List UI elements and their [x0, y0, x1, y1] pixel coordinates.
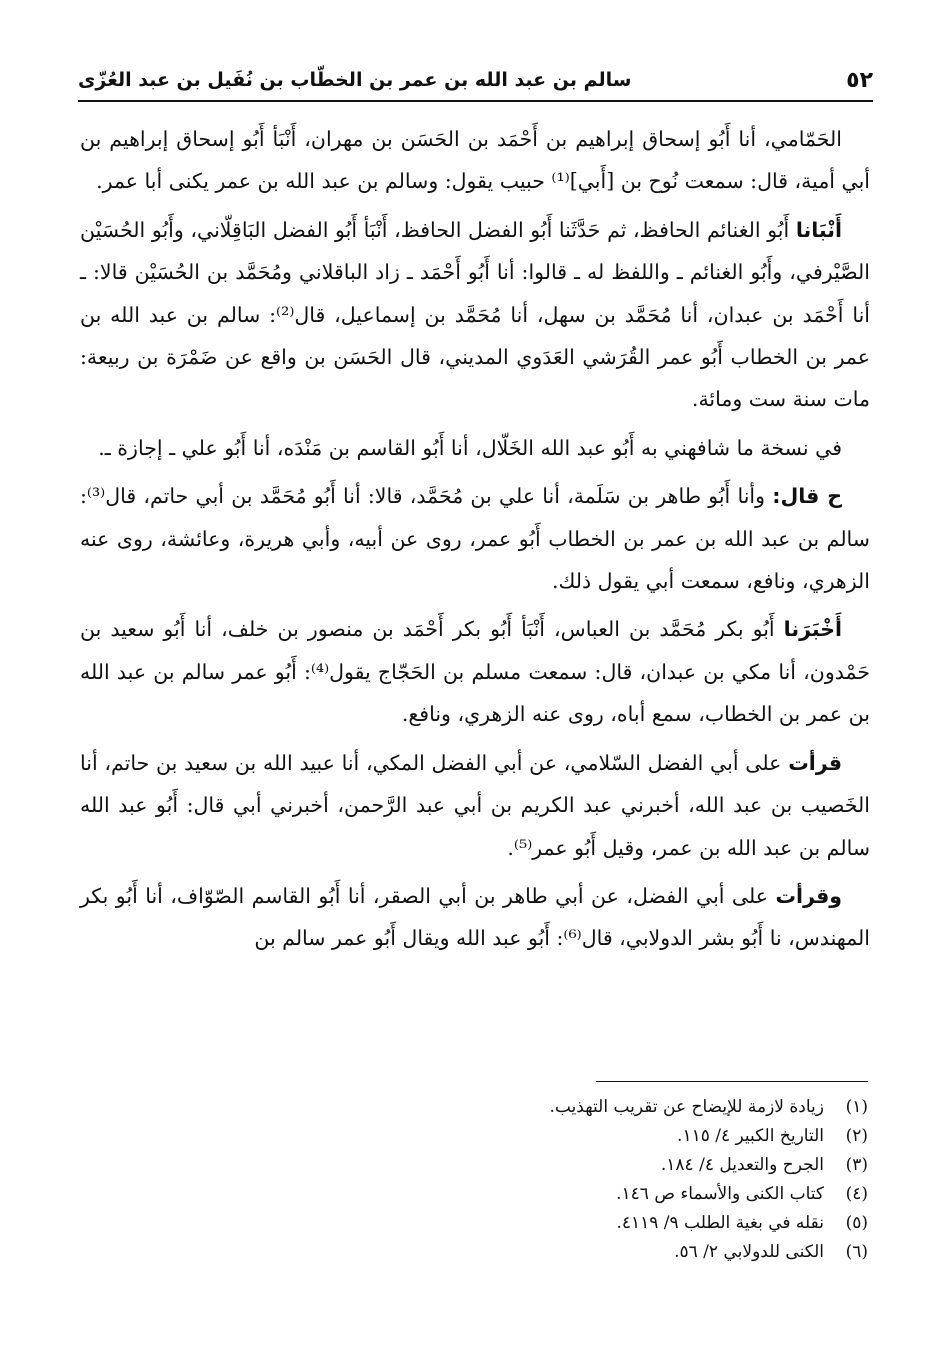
footnote: [80, 1238, 868, 1267]
paragraph-text: وأنا أَبُو طاهر بن سَلَمة، أنا علي بن مُحَمَّد، قالا: أنا أَبُو مُحَمَّد بن أبي حاتم، قال⁽³⁾: سالم بن عبد الله بن عمر بن الخطاب أَبُو عمر، روى عن أبيه، وأبي هريرة، وعائشة، روى عنه الزهري، ونافع، سمعت أبي يقول ذلك.: [80, 484, 870, 594]
footnote-text: الجرح والتعديل ٤/ ١٨٤.: [660, 1155, 824, 1175]
paragraph: [80, 427, 870, 469]
paragraph-lead: ح قال:: [772, 484, 842, 509]
paragraph-lead: أَنْبَانا: [795, 217, 842, 242]
footnote-number: (٤): [845, 1184, 868, 1204]
footnote: [80, 1209, 868, 1238]
footnote: [80, 1151, 868, 1180]
paragraph: [80, 118, 870, 203]
page-header: [78, 60, 873, 102]
footnote: [80, 1122, 868, 1151]
paragraph: [80, 875, 870, 960]
paragraph-text: أَبُو الغنائم الحافظ، ثم حَدَّثَنا أَبُو الفضل الحافظ، أَنْبَأ أَبُو الفضل البَاقِلّاني، وأَبُو الحُسَيْن الصَّيْرفي، وأَبُو الغنائم ـ واللفظ له ـ قالوا: أنا أَبُو أَحْمَد ـ زاد الباقلاني ومُحَمَّد بن الحُسَيْن قالا: ـ أنا أَحْمَد بن عبدان، أنا مُحَمَّد بن سهل، أنا مُحَمَّد بن إسماعيل، قال⁽²⁾: سالم بن عبد الله بن عمر بن الخطاب أَبُو عمر القُرَشي العَدَوي المديني، قال الحَسَن بن واقع عن ضَمْرَة بن ربيعة: مات سنة ست ومائة.: [80, 217, 870, 412]
page-number: ٥٢: [846, 67, 873, 93]
footnote-text: زيادة لازمة للإيضاح عن تقريب التهذيب.: [549, 1097, 824, 1117]
paragraph-text: الحَمّامي، أنا أَبُو إسحاق إبراهيم بن أَحْمَد بن الحَسَن بن مهران، أَنْبَأ أَبُو إسحاق إبراهيم بن أبي أمية، قال: سمعت نُوح بن [أَبي]⁽¹⁾ حبيب يقول: وسالم بن عبد الله بن عمر يكنى أبا عمر.: [80, 127, 870, 194]
footnote: [80, 1093, 868, 1122]
footnote-text: كتاب الكنى والأسماء ص ١٤٦.: [616, 1184, 824, 1204]
footnote-number: (٦): [845, 1242, 868, 1262]
paragraph: [80, 475, 870, 602]
paragraph-text: في نسخة ما شافهني به أَبُو عبد الله الخَلّال، أنا أَبُو القاسم بن مَنْدَه، أنا أَبُو علي ـ إجازة ـ.: [98, 435, 842, 460]
main-text: [80, 118, 870, 966]
paragraph-lead: قرأت: [788, 750, 842, 775]
paragraph: [80, 608, 870, 735]
footnote-divider: [596, 1081, 868, 1082]
paragraph-lead: وقرأت: [775, 883, 842, 908]
footnote-number: (٥): [845, 1213, 868, 1233]
footnote: [80, 1180, 868, 1209]
footnote-number: (٣): [845, 1155, 868, 1175]
running-title: سالم بن عبد الله بن عمر بن الخطّاب بن نُفَيل بن عبد العُزّى: [78, 69, 632, 91]
paragraph-text: على أبي الفضل السّلامي، عن أبي الفضل المكي، أنا عبيد الله بن سعيد بن حاتم، أنا الخَصيب بن عبد الله، أخبرني عبد الكريم بن أبي عبد الرَّحمن، أخبرني أبي قال: أَبُو عبد الله سالم بن عبد الله بن عمر، وقيل أَبُو عمر⁽⁵⁾.: [80, 750, 870, 860]
paragraph-lead: أَخْبَرَنا: [783, 617, 842, 642]
paragraph-text: على أبي الفضل، عن أبي طاهر بن أبي الصقر، أنا أَبُو القاسم الصّوّاف، أنا أَبُو بكر المهندس، نا أَبُو بشر الدولابي، قال⁽⁶⁾: أَبُو عبد الله ويقال أَبُو عمر سالم بن: [80, 883, 870, 951]
paragraph: [80, 742, 870, 869]
footnote-text: الكنى للدولابي ٢/ ٥٦.: [674, 1242, 824, 1262]
footnotes: [80, 1093, 868, 1267]
footnote-text: نقله في بغية الطلب ٩/ ٤١١٩.: [616, 1213, 824, 1233]
paragraph-text: أَبُو بكر مُحَمَّد بن العباس، أَنْبَأ أَبُو بكر أَحْمَد بن منصور بن خلف، أنا أَبُو سعيد بن حَمْدون، أنا مكي بن عبدان، قال: سمعت مسلم بن الحَجّاج يقول⁽⁴⁾: أَبُو عمر سالم بن عبد الله بن عمر بن الخطاب، سمع أباه، روى عنه الزهري، ونافع.: [80, 617, 871, 727]
paragraph: [80, 209, 870, 421]
footnote-text: التاريخ الكبير ٤/ ١١٥.: [677, 1126, 824, 1146]
footnote-number: (١): [845, 1097, 868, 1117]
footnote-number: (٢): [845, 1126, 868, 1146]
